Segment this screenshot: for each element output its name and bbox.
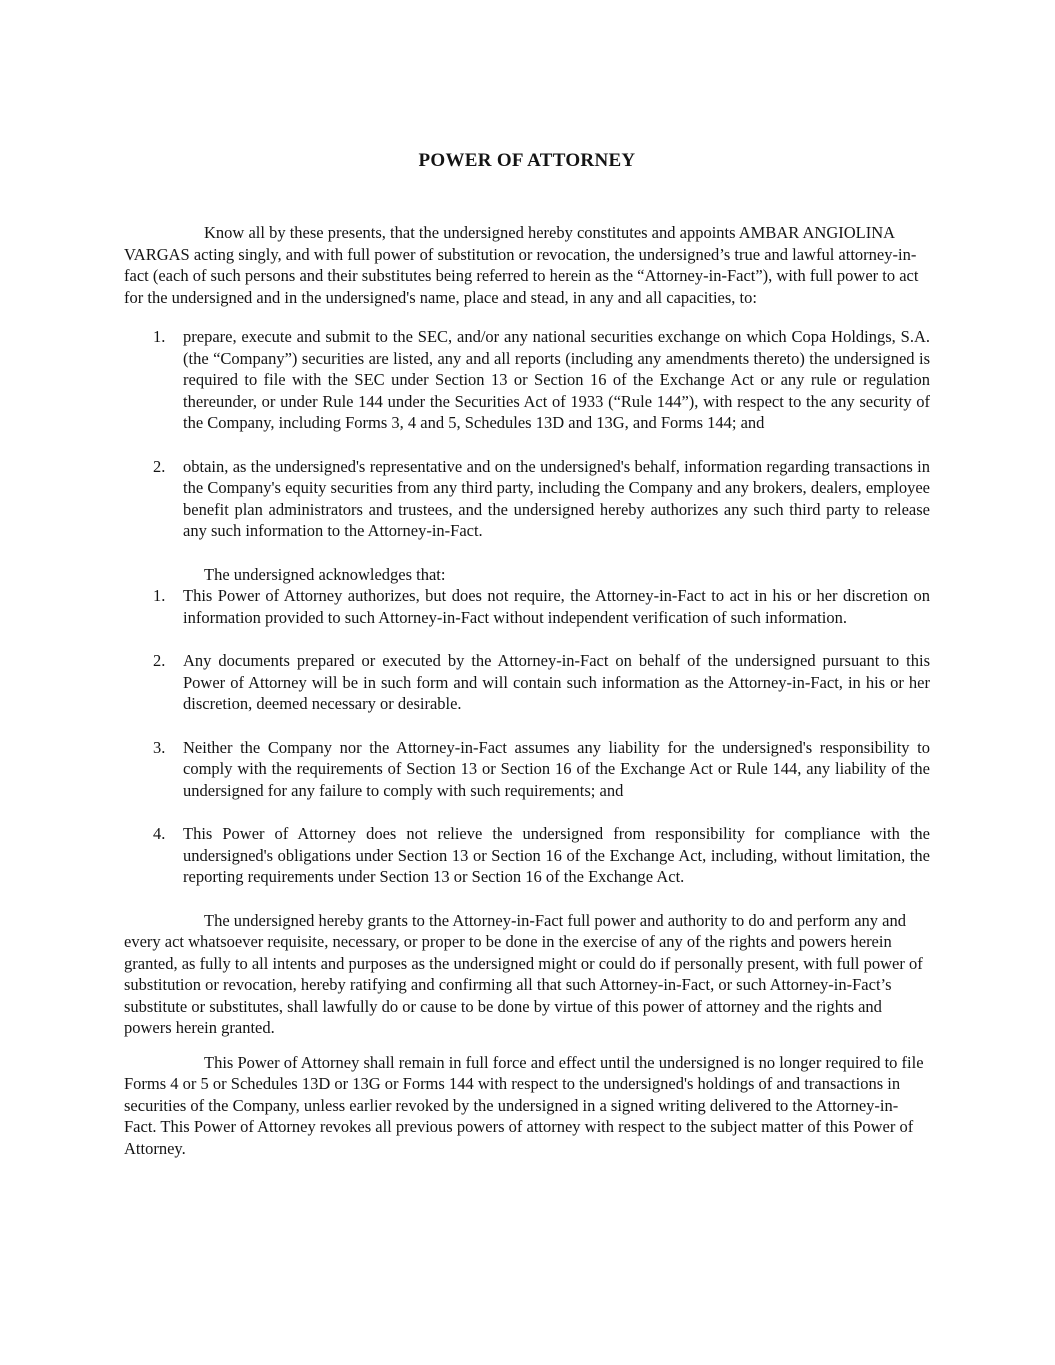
list-item-text: Neither the Company nor the Attorney-in-Fact assumes any liability for the undersigned's responsibility to comply with the requirements of Section 13 or Section 16 of the Exchange Act or Rule 144, any liability of the undersigned for any failure to comply with such requirements; and (183, 737, 930, 800)
duration-paragraph: This Power of Attorney shall remain in full force and effect until the undersigned is no longer required to file Forms 4 or 5 or Schedules 13D or 13G or Forms 144 with respect to the undersigned's holdings of and transactions in securities of the Company, unless earlier revoked by the undersigned in a signed writing delivered to the Attorney-in-Fact. This Power of Attorney revokes all previous powers of attorney with respect to the subject matter of this Power of Attorney. (124, 1052, 924, 1158)
list-item-text: This Power of Attorney authorizes, but does not require, the Attorney-in-Fact to act in his or her discretion on information provided to such Attorney-in-Fact without independent verification of such information. (183, 586, 930, 627)
acknowledgments-list (124, 585, 930, 888)
list-item-number: 3. (153, 737, 166, 757)
list-item-number: 1. (153, 327, 166, 346)
document-title: POWER OF ATTORNEY (418, 150, 636, 171)
intro-paragraph: Know all by these presents, that the undersigned hereby constitutes and appoints AMBAR ANGIOLINA VARGAS acting singly, and with full power of substitution or revocation, the undersigned’s true and lawful attorney-in-fact (each of such persons and their substitutes being referred to herein as the “Attorney-in-Fact”), with full power to act for the undersigned and in the undersigned's name, place and stead, in any and all capacities, to: (124, 223, 919, 307)
acknowledgment-lead: The undersigned acknowledges that: (204, 564, 446, 584)
list-item-number: 2. (153, 651, 166, 670)
acknowledgments-list-item-3 (124, 737, 930, 802)
list-item-text: prepare, execute and submit to the SEC, and/or any national securities exchange on which Copa Holdings, S.A. (the “Company”) securities are listed, any and all reports (including any amendments thereto) the undersigned is required to file with the SEC under Section 13 or Section 16 of the Exchange Act or any rule or regulation thereunder, or under Rule 144 under the Securities Act of 1933 (“Rule 144”), with respect to the any security of the Company, including Forms 3, 4 and 5, Schedules 13D and 13G, and Forms 144; and (183, 327, 930, 432)
acknowledgments-list-item-2 (124, 650, 930, 715)
list-item-number: 1. (153, 586, 166, 605)
powers-list (124, 326, 930, 542)
list-item-text: This Power of Attorney does not relieve the undersigned from responsibility for compliance with the undersigned's obligations under Section 13 or Section 16 of the Exchange Act, including, without limitation, the reporting requirements under Section 13 or Section 16 of the Exchange Act. (183, 824, 930, 886)
list-item-text: Any documents prepared or executed by the Attorney-in-Fact on behalf of the undersigned pursuant to this Power of Attorney will be in such form and will contain such information as the Attorney-in-Fact, in his or her discretion, deemed necessary or desirable. (183, 651, 930, 713)
powers-list-item-1 (124, 326, 930, 434)
acknowledgments-list-item-4 (124, 823, 930, 888)
grant-paragraph: The undersigned hereby grants to the Attorney-in-Fact full power and authority to do and perform any and every act whatsoever requisite, necessary, or proper to be done in the exercise of any of the rights and powers herein granted, as fully to all intents and purposes as the undersigned might or could do if personally present, with full power of substitution or revocation, hereby ratifying and confirming all that such Attorney-in-Fact, or such Attorney-in-Fact’s substitute or substitutes, shall lawfully do or cause to be done by virtue of this power of attorney and the rights and powers herein granted. (124, 910, 923, 1037)
list-item-number: 2. (153, 456, 166, 476)
list-item-text: obtain, as the undersigned's representative and on the undersigned's behalf, information regarding transactions in the Company's equity securities from any third party, including the Company and any brokers, dealers, employee benefit plan administrators and trustees, and the undersigned hereby authorizes any such third party to release any such information to the Attorney-in-Fact. (183, 456, 930, 540)
acknowledgments-list-item-1 (124, 585, 930, 628)
powers-list-item-2 (124, 456, 930, 542)
list-item-number: 4. (153, 824, 166, 843)
